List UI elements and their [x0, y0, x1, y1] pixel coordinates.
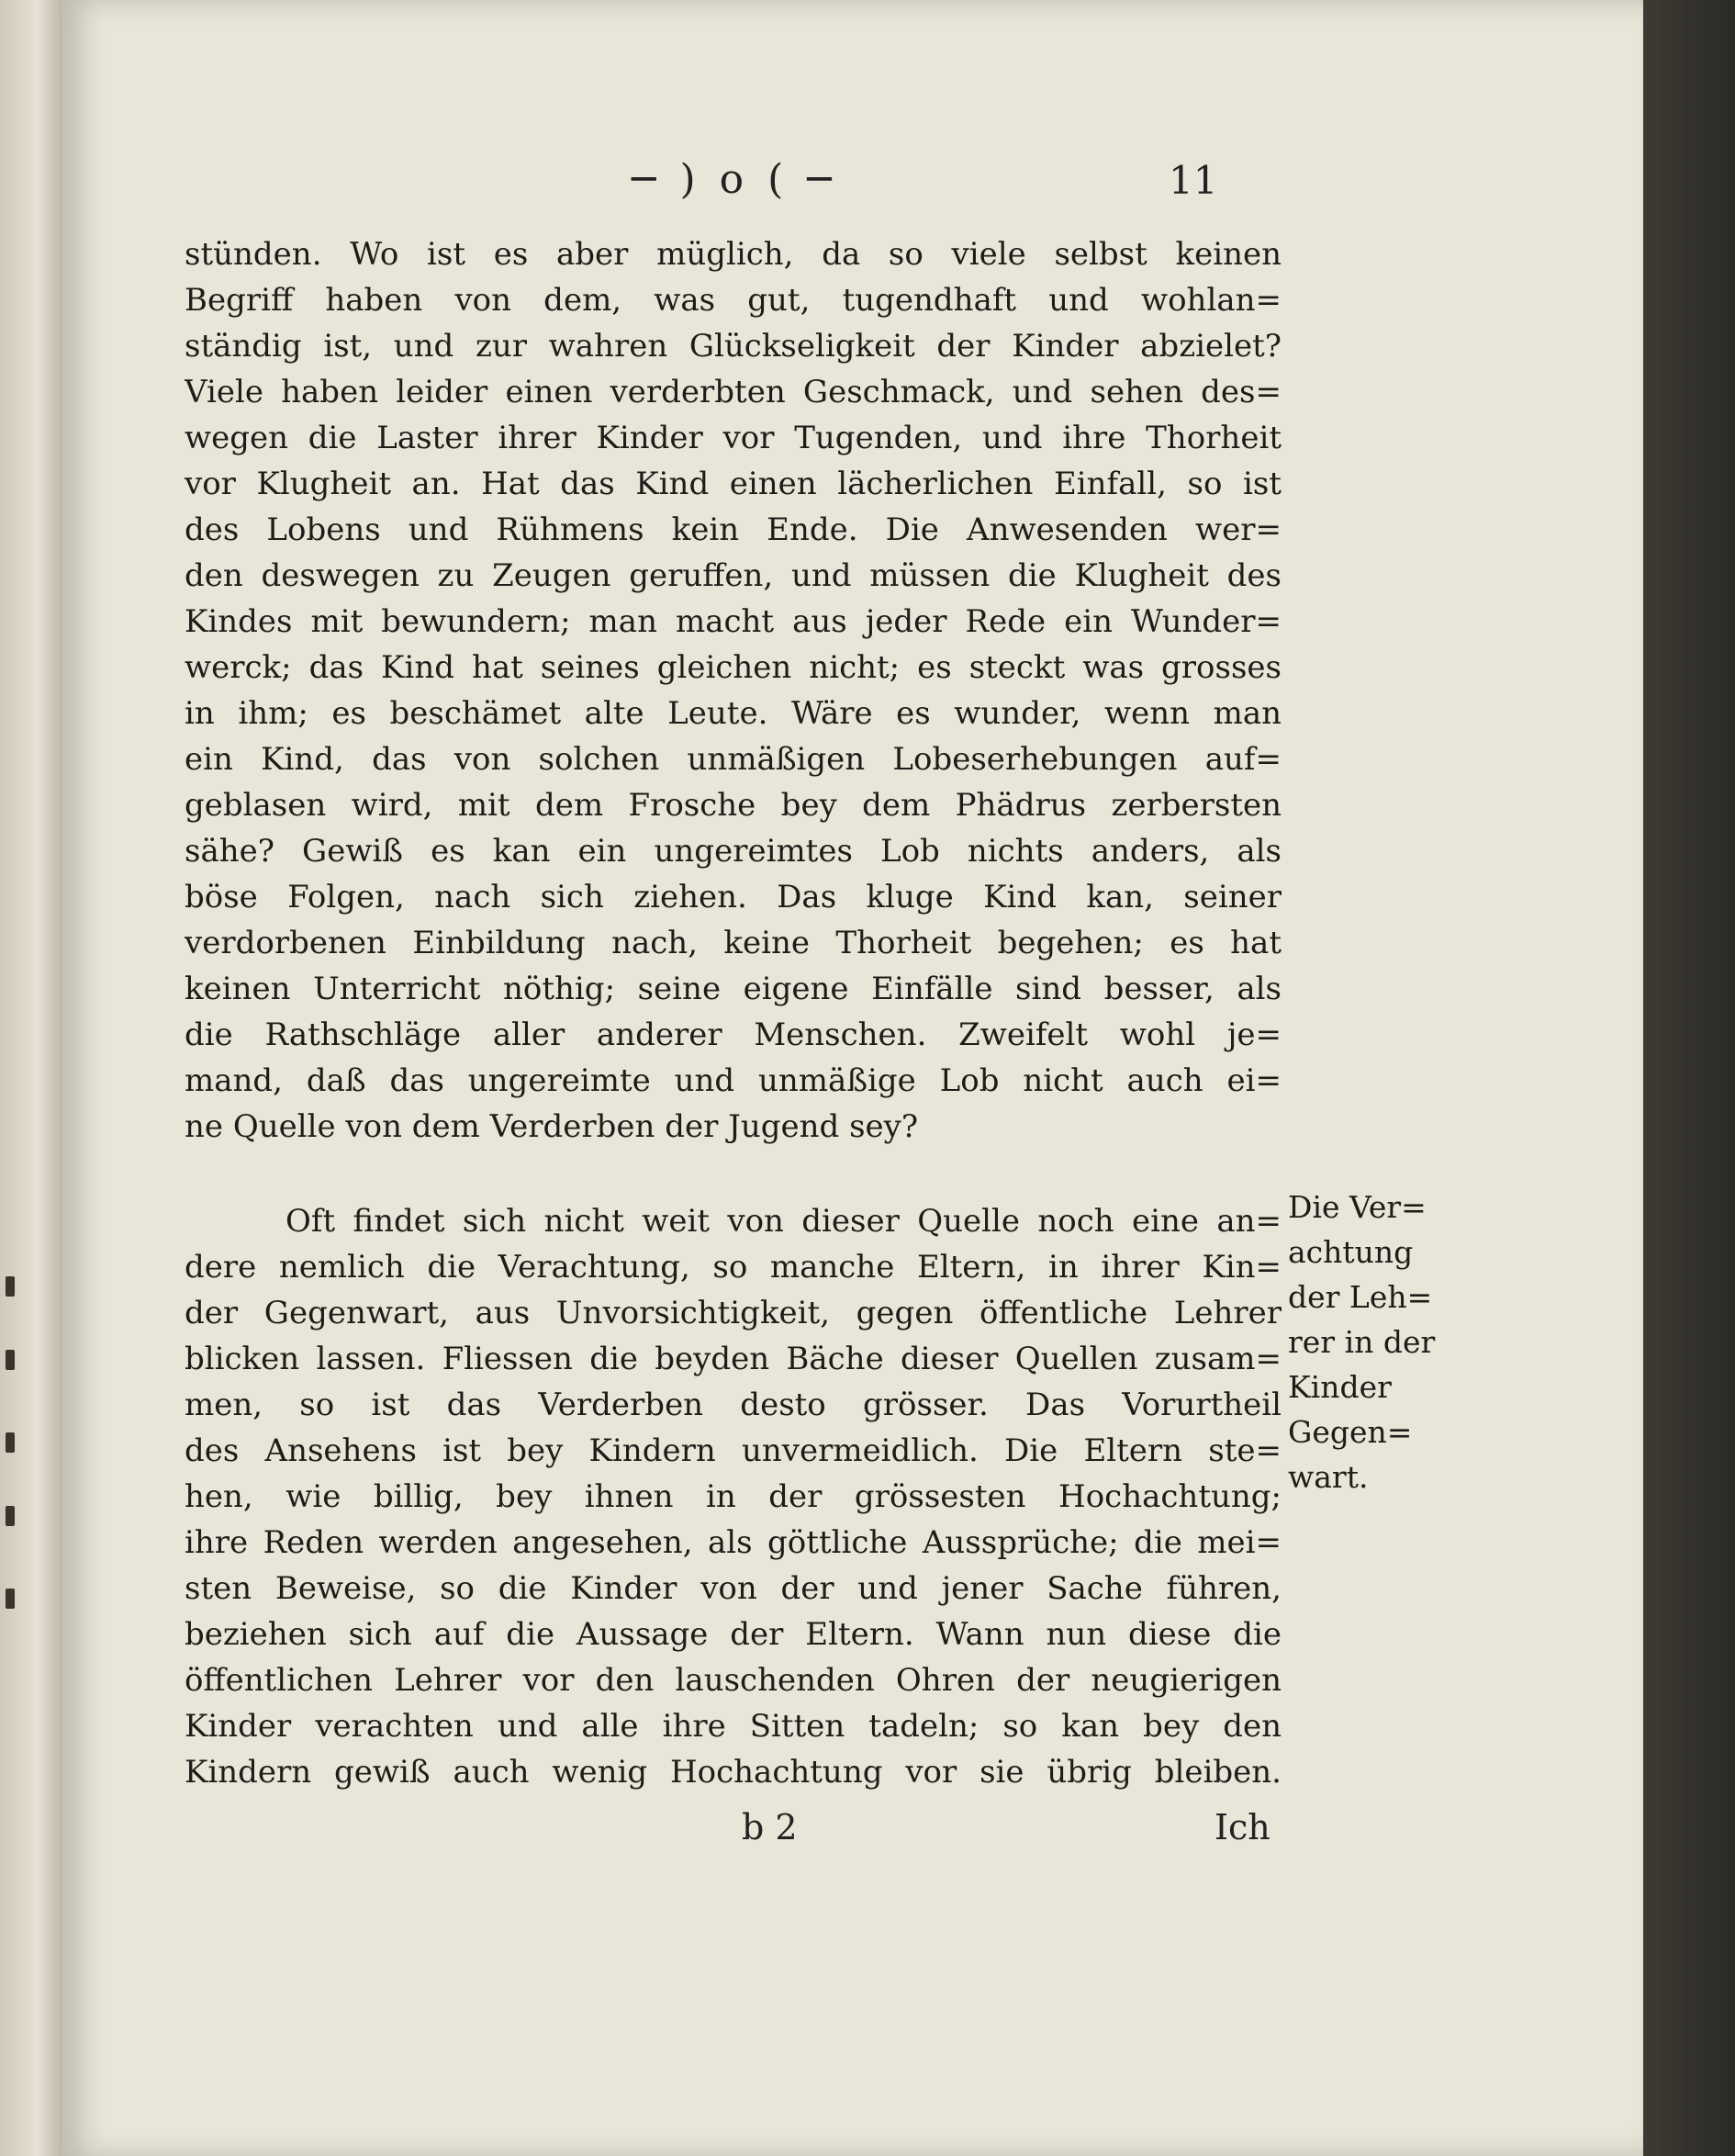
text-line: keinen Unterricht nöthig; seine eigene Einfälle sind besser, als [185, 971, 1282, 1007]
paragraph-2 [185, 1198, 1282, 1795]
text-line: öffentlichen Lehrer vor den lauschenden Ohren der neugierigen [185, 1662, 1282, 1699]
text-line: vor Klugheit an. Hat das Kind einen lächerlichen Einfall, so ist [185, 466, 1282, 502]
ink-mark [6, 1350, 15, 1370]
text-line: sähe? Gewiß es kan ein ungereimtes Lob nichts anders, als [185, 833, 1282, 870]
text-line: Kindern gewiß auch wenig Hochachtung vor sie übrig bleiben. [185, 1754, 1282, 1791]
facing-page-edge [0, 0, 62, 2156]
marginal-line: der Leh= [1288, 1279, 1433, 1315]
text-line: geblasen wird, mit dem Frosche bey dem Phädrus zerbersten [185, 787, 1282, 824]
text-line: mand, daß das ungereimte und unmäßige Lob nicht auch ei= [185, 1062, 1282, 1099]
text-line: werck; das Kind hat seines gleichen nicht; es steckt was grosses [185, 649, 1282, 686]
signature-mark: b 2 [742, 1807, 798, 1847]
marginal-line: achtung [1288, 1234, 1414, 1270]
text-line: Viele haben leider einen verderbten Geschmack, und sehen des= [185, 374, 1282, 410]
text-line: der Gegenwart, aus Unvorsichtigkeit, gegen öffentliche Lehrer [185, 1295, 1282, 1331]
marginal-line: wart. [1288, 1459, 1369, 1495]
text-line: Begriff haben von dem, was gut, tugendhaft und wohlan= [185, 282, 1282, 319]
text-line: ständig ist, und zur wahren Glückseligkeit der Kinder abzielet? [185, 328, 1282, 365]
catchword: Ich [1214, 1807, 1270, 1847]
book-page [62, 0, 1643, 2156]
text-line: men, so ist das Verderben desto grösser. Das Vorurtheil [185, 1387, 1282, 1423]
ink-mark [6, 1506, 15, 1526]
text-line: dere nemlich die Verachtung, so manche Eltern, in ihrer Kin= [185, 1249, 1282, 1286]
text-line: wegen die Laster ihrer Kinder vor Tugenden, und ihre Thorheit [185, 420, 1282, 456]
ink-mark [6, 1432, 15, 1453]
page-edge-shadow [1643, 0, 1735, 2156]
page-number: 11 [1169, 158, 1218, 203]
text-line: ne Quelle von dem Verderben der Jugend sey? [185, 1108, 919, 1145]
ink-mark [6, 1589, 15, 1609]
text-line: den deswegen zu Zeugen geruffen, und müssen die Klugheit des [185, 557, 1282, 594]
marginal-line: Kinder [1288, 1369, 1392, 1405]
text-line: verdorbenen Einbildung nach, keine Thorheit begehen; es hat [185, 925, 1282, 961]
marginal-line: Die Ver= [1288, 1189, 1427, 1225]
marginal-line: rer in der [1288, 1324, 1436, 1360]
text-line: böse Folgen, nach sich ziehen. Das kluge Kind kan, seiner [185, 879, 1282, 915]
text-line: Oft findet sich nicht weit von dieser Quelle noch eine an= [285, 1203, 1282, 1240]
text-line: die Rathschläge aller anderer Menschen. Zweifelt wohl je= [185, 1016, 1282, 1053]
text-line: ein Kind, das von solchen unmäßigen Lobeserhebungen auf= [185, 741, 1282, 778]
running-head: ─ ) o ( ─ [632, 156, 837, 203]
text-line: beziehen sich auf die Aussage der Eltern. Wann nun diese die [185, 1616, 1282, 1653]
text-line: des Lobens und Rühmens kein Ende. Die Anwesenden wer= [185, 511, 1282, 548]
paragraph-1 [185, 231, 1282, 1150]
text-line: ihre Reden werden angesehen, als göttliche Aussprüche; die mei= [185, 1524, 1282, 1561]
marginal-note [1288, 1185, 1467, 1499]
ink-mark [6, 1276, 15, 1297]
text-line: sten Beweise, so die Kinder von der und jener Sache führen, [185, 1570, 1282, 1607]
text-line: Kinder verachten und alle ihre Sitten tadeln; so kan bey den [185, 1708, 1282, 1745]
text-line: in ihm; es beschämet alte Leute. Wäre es wunder, wenn man [185, 695, 1282, 732]
text-line: des Ansehens ist bey Kindern unvermeidlich. Die Eltern ste= [185, 1432, 1282, 1469]
marginal-line: Gegen= [1288, 1414, 1413, 1450]
text-line: Kindes mit bewundern; man macht aus jeder Rede ein Wunder= [185, 603, 1282, 640]
text-line: hen, wie billig, bey ihnen in der grössesten Hochachtung; [185, 1478, 1282, 1515]
text-line: blicken lassen. Fliessen die beyden Bäche dieser Quellen zusam= [185, 1341, 1282, 1377]
text-line: stünden. Wo ist es aber müglich, da so viele selbst keinen [185, 236, 1282, 273]
